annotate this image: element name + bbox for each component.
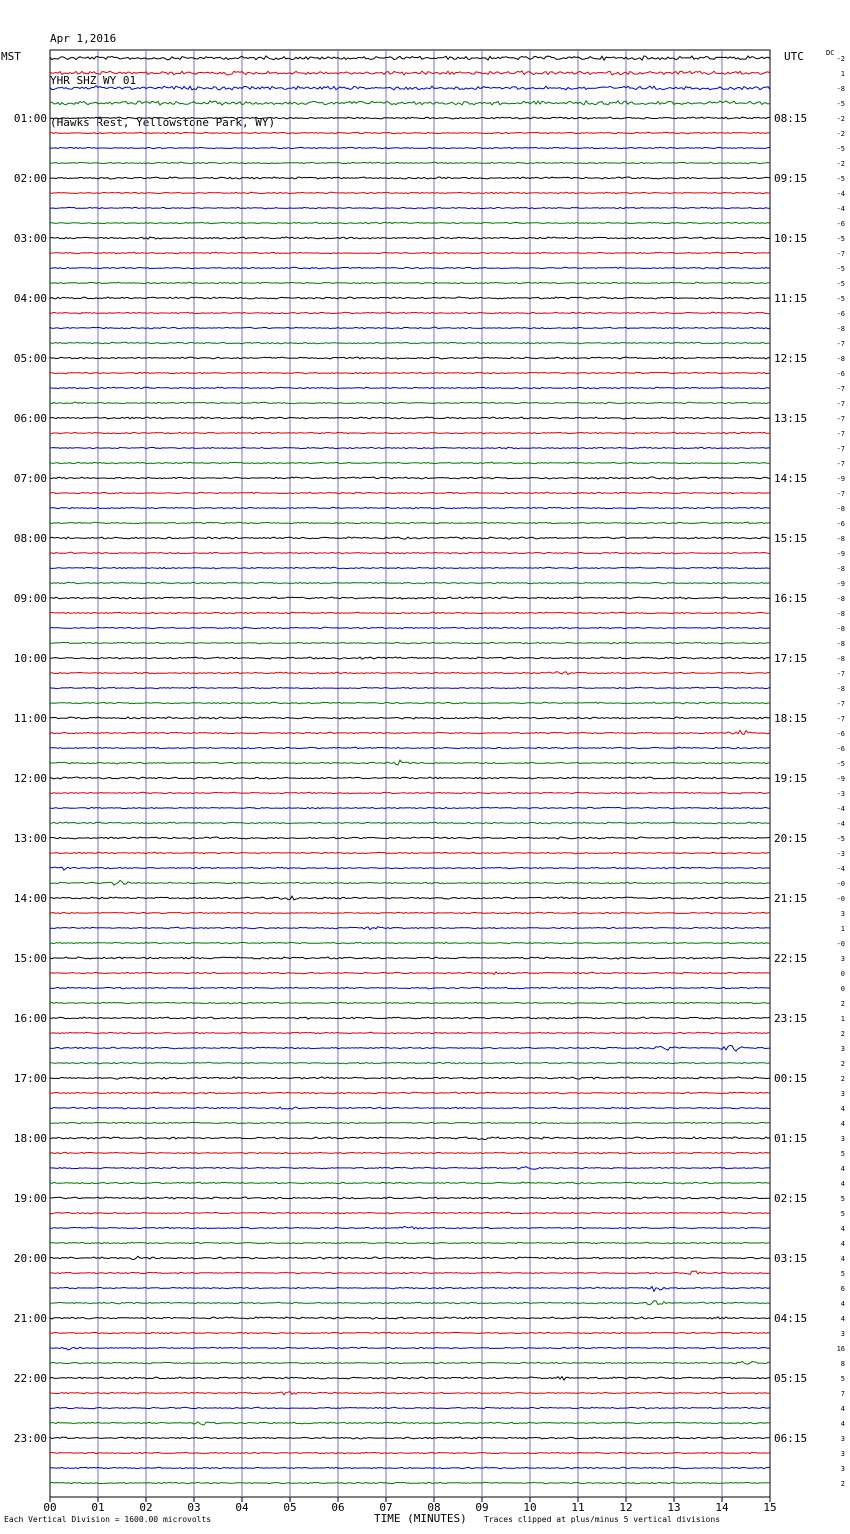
mst-hour-label: 10:00 (13, 652, 47, 665)
x-tick-label: 15 (763, 1501, 777, 1514)
seismic-trace (50, 1286, 770, 1291)
seismic-trace (50, 101, 770, 105)
dc-offset-value: -9 (836, 550, 845, 558)
seismic-trace (50, 492, 770, 494)
seismic-trace (50, 1256, 770, 1259)
dc-offset-value: 3 (840, 1045, 845, 1053)
seismic-trace (50, 942, 770, 944)
utc-hour-label: 00:15 (774, 1072, 808, 1085)
dc-offset-value: 4 (840, 1300, 845, 1308)
seismic-trace (50, 56, 770, 60)
dc-offset-value: 3 (840, 1435, 845, 1443)
seismic-trace (50, 792, 770, 794)
seismic-trace (50, 282, 770, 284)
utc-hour-label: 04:15 (774, 1312, 808, 1325)
utc-hour-label: 08:15 (774, 112, 808, 125)
seismic-trace (50, 507, 770, 509)
dc-offset-value: -4 (836, 820, 845, 828)
dc-offset-value: -8 (836, 595, 845, 603)
dc-offset-value: -4 (836, 190, 845, 198)
dc-offset-value: 5 (840, 1375, 845, 1383)
seismic-trace (50, 1361, 770, 1364)
dc-offset-value: 1 (840, 70, 845, 78)
utc-hour-label: 09:15 (774, 172, 808, 185)
x-tick-label: 14 (715, 1501, 729, 1514)
seismic-trace (50, 881, 770, 886)
seismic-trace (50, 852, 770, 854)
seismic-trace (50, 207, 770, 209)
seismic-trace (50, 1167, 770, 1170)
dc-offset-value: -5 (836, 100, 845, 108)
dc-offset-value: 1 (840, 925, 845, 933)
dc-offset-value: 4 (840, 1240, 845, 1248)
x-tick-label: 00 (43, 1501, 57, 1514)
x-tick-label: 13 (667, 1501, 681, 1514)
dc-offset-value: 2 (840, 1030, 845, 1038)
seismic-trace (50, 447, 770, 449)
seismic-trace (50, 1107, 770, 1109)
mst-hour-label: 04:00 (13, 292, 47, 305)
dc-offset-value: 3 (840, 1330, 845, 1338)
seismic-trace (50, 1227, 770, 1230)
dc-offset-value: 3 (840, 910, 845, 918)
seismic-trace (50, 357, 770, 359)
seismic-trace (50, 237, 770, 239)
dc-offset-value: -2 (836, 130, 845, 138)
dc-offset-value: -2 (836, 160, 845, 168)
dc-offset-value: -5 (836, 295, 845, 303)
dc-offset-value: 4 (840, 1405, 845, 1413)
utc-hour-label: 18:15 (774, 712, 808, 725)
mst-hour-label: 16:00 (13, 1012, 47, 1025)
mst-hour-label: 15:00 (13, 952, 47, 965)
dc-offset-value: -5 (836, 145, 845, 153)
dc-offset-value: -6 (836, 745, 845, 753)
seismic-trace (50, 1452, 770, 1454)
mst-hour-label: 06:00 (13, 412, 47, 425)
seismic-trace (50, 1212, 770, 1214)
seismic-trace (50, 912, 770, 914)
seismic-trace (50, 147, 770, 149)
dc-offset-value: -0 (836, 940, 845, 948)
mst-hour-label: 07:00 (13, 472, 47, 485)
seismic-trace (50, 267, 770, 269)
seismic-trace (50, 1482, 770, 1484)
seismic-trace (50, 222, 770, 224)
seismic-trace (50, 1422, 770, 1425)
seismic-trace (50, 552, 770, 554)
seismic-trace (50, 1407, 770, 1409)
seismic-trace (50, 1301, 770, 1305)
dc-offset-value: 3 (840, 955, 845, 963)
dc-offset-value: -7 (836, 340, 845, 348)
left-timezone-label: MST (1, 50, 21, 63)
seismic-trace (50, 1437, 770, 1439)
scale-note: Each Vertical Division = 1600.00 microvolts (4, 1515, 212, 1524)
x-tick-label: 11 (571, 1501, 585, 1514)
mst-hour-label: 17:00 (13, 1072, 47, 1085)
seismic-trace (50, 1347, 770, 1350)
dc-offset-value: -9 (836, 580, 845, 588)
seismic-trace (50, 702, 770, 704)
dc-offset-value: -0 (836, 895, 845, 903)
x-tick-label: 02 (139, 1501, 153, 1514)
utc-hour-label: 06:15 (774, 1432, 808, 1445)
utc-hour-label: 23:15 (774, 1012, 808, 1025)
utc-hour-label: 11:15 (774, 292, 808, 305)
mst-hour-label: 02:00 (13, 172, 47, 185)
dc-offset-value: 7 (840, 1390, 845, 1398)
seismic-trace (50, 327, 770, 329)
seismic-trace (50, 1077, 770, 1079)
plot-frame (50, 50, 770, 1497)
dc-offset-value: -3 (836, 790, 845, 798)
seismic-trace (50, 807, 770, 809)
utc-hour-label: 13:15 (774, 412, 808, 425)
seismic-trace (50, 372, 770, 374)
mst-hour-label: 11:00 (13, 712, 47, 725)
seismic-trace (50, 1467, 770, 1469)
seismic-trace (50, 597, 770, 599)
dc-offset-value: -8 (836, 325, 845, 333)
x-tick-label: 06 (331, 1501, 345, 1514)
dc-offset-value: -8 (836, 655, 845, 663)
seismic-trace (50, 417, 770, 419)
seismic-trace (50, 896, 770, 900)
seismic-trace (50, 1032, 770, 1034)
seismic-trace (50, 582, 770, 584)
seismic-trace (50, 1002, 770, 1004)
dc-offset-value: 6 (840, 1285, 845, 1293)
mst-hour-label: 21:00 (13, 1312, 47, 1325)
utc-hour-label: 16:15 (774, 592, 808, 605)
utc-hour-label: 17:15 (774, 652, 808, 665)
mst-hour-label: 20:00 (13, 1252, 47, 1265)
seismic-trace (50, 132, 770, 134)
dc-offset-value: 3 (840, 1135, 845, 1143)
dc-offset-value: -5 (836, 760, 845, 768)
dc-offset-value: 3 (840, 1450, 845, 1458)
dc-offset-value: -8 (836, 535, 845, 543)
utc-hour-label: 20:15 (774, 832, 808, 845)
seismic-trace (50, 192, 770, 194)
dc-offset-value: 1 (840, 1015, 845, 1023)
dc-offset-value: 4 (840, 1315, 845, 1323)
dc-offset-value: -7 (836, 460, 845, 468)
seismic-trace (50, 837, 770, 839)
mst-hour-label: 09:00 (13, 592, 47, 605)
seismic-trace (50, 1197, 770, 1199)
dc-offset-value: 2 (840, 1000, 845, 1008)
station-code: YHR SHZ WY 01 (50, 74, 137, 87)
dc-offset-value: -8 (836, 505, 845, 513)
dc-offset-value: -7 (836, 700, 845, 708)
seismic-trace (50, 117, 770, 119)
utc-hour-label: 01:15 (774, 1132, 808, 1145)
mst-hour-label: 05:00 (13, 352, 47, 365)
dc-offset-value: -5 (836, 235, 845, 243)
dc-offset-value: -4 (836, 805, 845, 813)
mst-hour-label: 12:00 (13, 772, 47, 785)
seismic-trace (50, 1271, 770, 1274)
dc-offset-value: 3 (840, 1465, 845, 1473)
dc-offset-value: -8 (836, 625, 845, 633)
utc-hour-label: 12:15 (774, 352, 808, 365)
seismic-trace (50, 1017, 770, 1019)
dc-offset-value: -0 (836, 880, 845, 888)
dc-offset-value: 4 (840, 1420, 845, 1428)
seismic-trace (50, 987, 770, 989)
seismic-trace (50, 1137, 770, 1140)
dc-offset-value: -7 (836, 415, 845, 423)
seismic-trace (50, 312, 770, 314)
dc-offset-value: 4 (840, 1255, 845, 1263)
dc-offset-value: -7 (836, 715, 845, 723)
utc-hour-label: 03:15 (774, 1252, 808, 1265)
dc-offset-value: -5 (836, 835, 845, 843)
dc-offset-value: 4 (840, 1165, 845, 1173)
dc-offset-value: -7 (836, 670, 845, 678)
x-tick-label: 05 (283, 1501, 297, 1514)
seismic-trace (50, 927, 770, 930)
dc-offset-value: -7 (836, 490, 845, 498)
seismic-trace (50, 462, 770, 464)
seismic-trace (50, 177, 770, 179)
utc-hour-label: 22:15 (774, 952, 808, 965)
dc-offset-value: 2 (840, 1075, 845, 1083)
seismic-trace (50, 432, 770, 434)
mst-hour-label: 18:00 (13, 1132, 47, 1145)
seismic-trace (50, 867, 770, 870)
dc-offset-value: -6 (836, 370, 845, 378)
dc-offset-value: -6 (836, 730, 845, 738)
mst-hour-label: 23:00 (13, 1432, 47, 1445)
seismic-trace (50, 1182, 770, 1184)
clip-note: Traces clipped at plus/minus 5 vertical divisions (484, 1515, 721, 1524)
mst-hour-label: 01:00 (13, 112, 47, 125)
seismic-trace (50, 537, 770, 539)
seismic-trace (50, 567, 770, 569)
dc-offset-value: 4 (840, 1120, 845, 1128)
seismic-trace (50, 687, 770, 689)
station-location: (Hawks Rest, Yellowstone Park, WY) (50, 116, 276, 129)
seismic-trace (50, 477, 770, 479)
utc-hour-label: 19:15 (774, 772, 808, 785)
dc-offset-value: -9 (836, 475, 845, 483)
seismic-trace (50, 1122, 770, 1123)
seismic-trace (50, 612, 770, 614)
seismic-trace (50, 1242, 770, 1244)
dc-offset-value: 2 (840, 1060, 845, 1068)
dc-offset-value: 16 (836, 1345, 845, 1353)
mst-hour-label: 19:00 (13, 1192, 47, 1205)
dc-offset-value: -7 (836, 250, 845, 258)
dc-offset-value: -8 (836, 640, 845, 648)
x-tick-label: 07 (379, 1501, 393, 1514)
dc-offset-value: -8 (836, 685, 845, 693)
dc-offset-value: -6 (836, 310, 845, 318)
seismic-trace (50, 402, 770, 404)
dc-offset-value: -4 (836, 205, 845, 213)
dc-offset-value: -4 (836, 865, 845, 873)
seismic-trace (50, 1392, 770, 1395)
plot-date: Apr 1,2016 (50, 32, 117, 45)
mst-hour-label: 03:00 (13, 232, 47, 245)
x-tick-label: 12 (619, 1501, 633, 1514)
seismic-trace (50, 642, 770, 644)
dc-offset-value: -8 (836, 355, 845, 363)
dc-offset-value: 2 (840, 1480, 845, 1488)
utc-hour-label: 10:15 (774, 232, 808, 245)
seismic-trace (50, 747, 770, 749)
seismic-trace (50, 1062, 770, 1064)
seismic-trace (50, 972, 770, 975)
mst-hour-label: 22:00 (13, 1372, 47, 1385)
seismic-trace (50, 1377, 770, 1381)
dc-offset-value: -7 (836, 385, 845, 393)
x-tick-label: 01 (91, 1501, 105, 1514)
seismic-trace (50, 777, 770, 779)
dc-offset-value: -5 (836, 280, 845, 288)
seismic-trace (50, 657, 770, 659)
utc-hour-label: 14:15 (774, 472, 808, 485)
dc-offset-value: 5 (840, 1150, 845, 1158)
dc-offset-value: -7 (836, 430, 845, 438)
seismic-trace (50, 717, 770, 719)
dc-offset-value: -8 (836, 85, 845, 93)
seismic-trace (50, 627, 770, 629)
seismic-trace (50, 822, 770, 824)
dc-offset-value: 8 (840, 1360, 845, 1368)
dc-offset-value: -2 (836, 115, 845, 123)
right-timezone-label: UTC (784, 50, 804, 63)
x-tick-label: 10 (523, 1501, 537, 1514)
dc-offset-value: -2 (836, 55, 845, 63)
dc-offset-value: 5 (840, 1195, 845, 1203)
dc-offset-value: -7 (836, 400, 845, 408)
seismic-trace (50, 387, 770, 389)
utc-hour-label: 15:15 (774, 532, 808, 545)
seismic-trace (50, 71, 770, 75)
utc-hour-label: 05:15 (774, 1372, 808, 1385)
seismic-trace (50, 957, 770, 959)
dc-offset-value: -8 (836, 565, 845, 573)
seismic-trace (50, 162, 770, 164)
dc-offset-value: -6 (836, 220, 845, 228)
x-tick-label: 09 (475, 1501, 489, 1514)
dc-offset-header: DC (826, 49, 835, 57)
x-tick-label: 08 (427, 1501, 441, 1514)
utc-hour-label: 21:15 (774, 892, 808, 905)
x-tick-label: 03 (187, 1501, 201, 1514)
seismic-trace (50, 86, 770, 90)
dc-offset-value: -8 (836, 610, 845, 618)
dc-offset-value: -5 (836, 175, 845, 183)
dc-offset-value: 5 (840, 1210, 845, 1218)
x-tick-label: 04 (235, 1501, 249, 1514)
dc-offset-value: 4 (840, 1105, 845, 1113)
x-axis-title: TIME (MINUTES) (374, 1512, 467, 1525)
dc-offset-value: -3 (836, 850, 845, 858)
mst-hour-label: 14:00 (13, 892, 47, 905)
seismic-trace (50, 730, 770, 734)
mst-hour-label: 13:00 (13, 832, 47, 845)
mst-hour-label: 08:00 (13, 532, 47, 545)
dc-offset-value: 0 (840, 970, 845, 978)
utc-hour-label: 02:15 (774, 1192, 808, 1205)
dc-offset-value: 5 (840, 1270, 845, 1278)
dc-offset-value: -7 (836, 445, 845, 453)
dc-offset-value: 0 (840, 985, 845, 993)
seismic-trace (50, 1092, 770, 1094)
seismic-trace (50, 297, 770, 299)
seismic-trace (50, 1332, 770, 1334)
dc-offset-value: -6 (836, 520, 845, 528)
seismic-trace (50, 342, 770, 344)
dc-offset-value: 4 (840, 1225, 845, 1233)
dc-offset-value: -9 (836, 775, 845, 783)
seismic-trace (50, 1152, 770, 1153)
seismic-trace (50, 760, 770, 765)
seismic-trace (50, 252, 770, 254)
seismic-trace (50, 1045, 770, 1051)
dc-offset-value: -5 (836, 265, 845, 273)
dc-offset-value: 3 (840, 1090, 845, 1098)
seismic-trace (50, 672, 770, 675)
dc-offset-value: 4 (840, 1180, 845, 1188)
seismic-trace (50, 1317, 770, 1319)
seismic-trace (50, 522, 770, 524)
